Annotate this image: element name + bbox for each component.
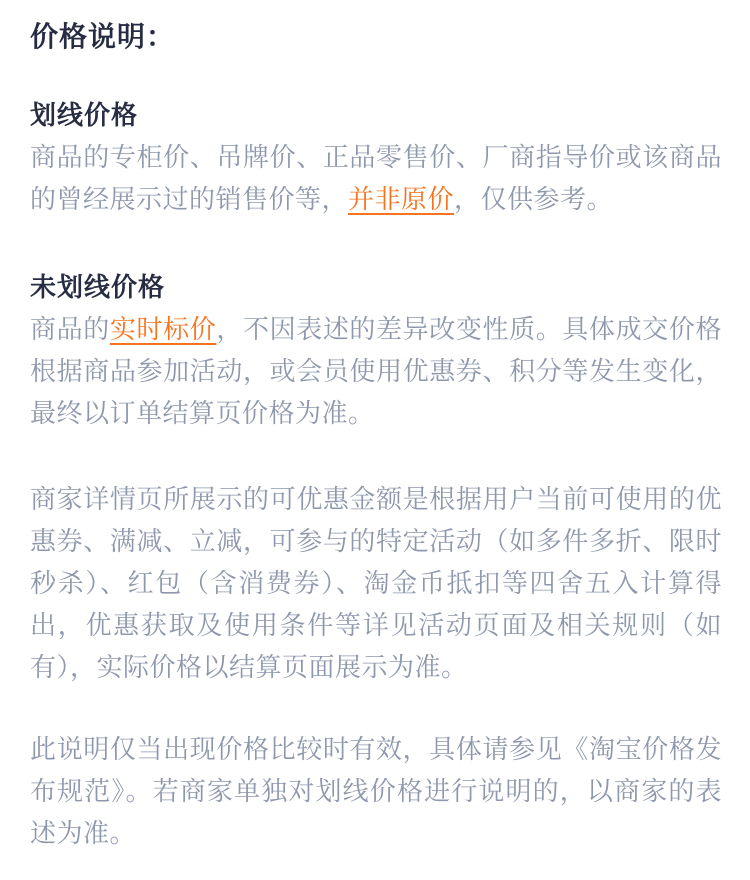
paragraph-validity-note (30, 728, 722, 854)
section-heading-strikethrough-price: 划线价格 (30, 100, 139, 130)
paragraph-segment: ，不因表述的差异改变性质。具体成交价格根据商品参加活动，或会员使用优惠券、积分等发生变化，最终以订单结算页价格为准。 (30, 314, 722, 428)
section-heading-unstriked-price: 未划线价格 (30, 272, 166, 302)
section-discount-amount (30, 478, 722, 688)
page-title: 价格说明： (30, 21, 176, 52)
section-strikethrough-price (30, 94, 722, 220)
highlight-term-not-original-price: 并非原价 (348, 184, 455, 214)
paragraph-segment: 此说明仅当出现价格比较时有效，具体请参见《淘宝价格发布规范》。若商家单独对划线价格进行说明的，以商家的表述为准。 (30, 734, 722, 848)
paragraph-segment: 商品的专柜价、吊牌价、正品零售价、厂商指导价或该商品的曾经展示过的销售价等， (30, 142, 722, 214)
paragraph-strikethrough-price (30, 136, 722, 220)
paragraph-segment: 商品的 (30, 314, 110, 344)
highlight-term-realtime-price: 实时标价 (109, 314, 217, 344)
section-unstriked-price (30, 266, 722, 434)
paragraph-unstriked-price (30, 308, 722, 434)
paragraph-segment: 商家详情页所展示的可优惠金额是根据用户当前可使用的优惠券、满减、立减，可参与的特定活动（如多件多折、限时秒杀）、红包（含消费券）、淘金币抵扣等四舍五入计算得出，优惠获取及使用条件等详见活动页面及相关规则（如有），实际价格以结算页面展示为准。 (30, 484, 722, 682)
paragraph-discount-amount (30, 478, 722, 688)
paragraph-segment: ，仅供参考。 (454, 184, 614, 214)
section-validity-note (30, 728, 722, 854)
